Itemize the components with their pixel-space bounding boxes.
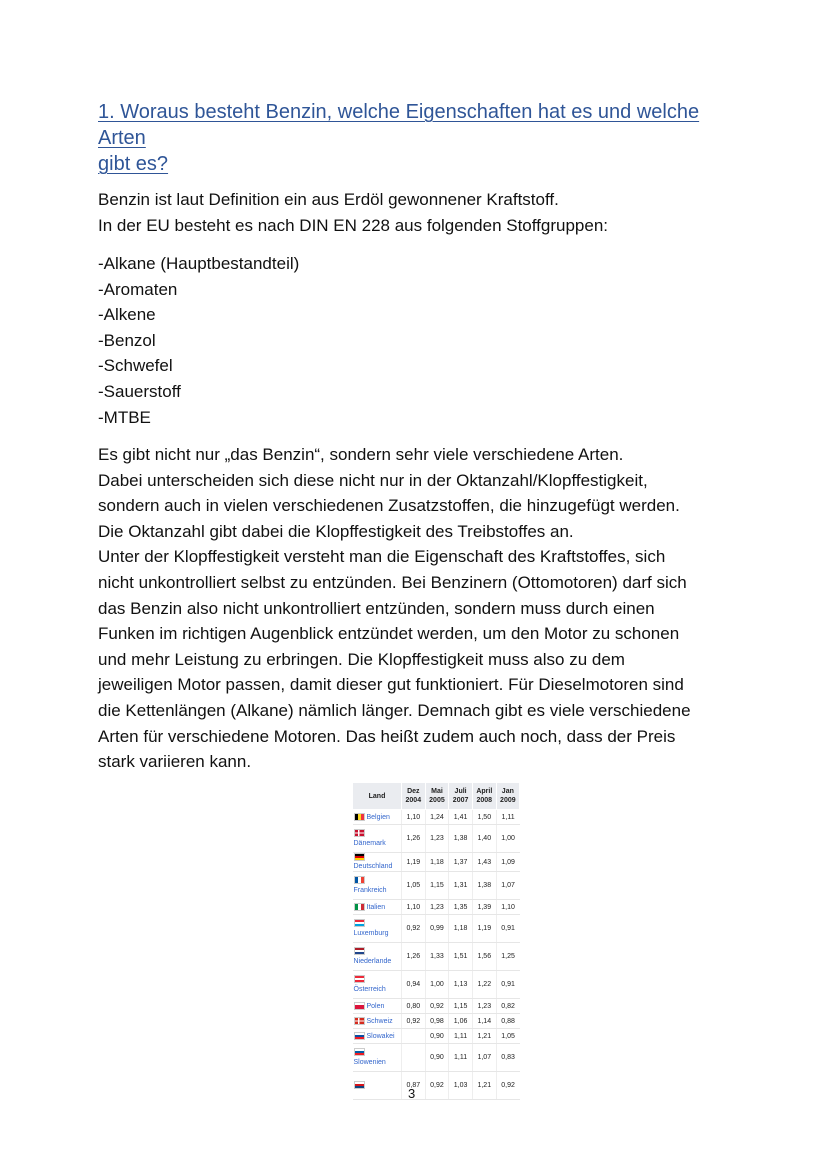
price-cell: 1,18 <box>425 853 449 872</box>
body-line: Unter der Klopffestigkeit versteht man die Eigenschaft des Kraftstoffes, sich <box>98 547 666 567</box>
price-cell: 1,21 <box>472 1029 496 1044</box>
price-cell: 1,05 <box>401 872 425 900</box>
price-cell: 1,19 <box>401 853 425 872</box>
price-cell: 1,09 <box>496 853 519 872</box>
country-label[interactable]: Slowenien <box>353 1059 386 1066</box>
section-heading-line-2: gibt es? <box>98 153 169 175</box>
price-cell: 0,92 <box>496 1072 519 1100</box>
price-cell: 1,07 <box>496 872 519 900</box>
price-cell <box>401 1029 425 1044</box>
intro-line: In der EU besteht es nach DIN EN 228 aus folgenden Stoffgruppen: <box>98 215 609 235</box>
body-line: Die Oktanzahl gibt dabei die Klopffestigkeit des Treibstoffes an. <box>98 521 574 541</box>
country-cell <box>353 810 402 825</box>
price-cell: 0,98 <box>425 1014 449 1029</box>
price-cell: 1,19 <box>472 915 496 943</box>
price-cell: 0,92 <box>425 999 449 1014</box>
body-paragraph <box>98 442 738 775</box>
flag-icon <box>354 919 365 927</box>
list-item: -Benzol <box>98 330 156 350</box>
table-row <box>353 853 520 872</box>
list-item: -Alkane (Hauptbestandteil) <box>98 254 300 273</box>
price-cell: 0,92 <box>425 1072 449 1100</box>
fuel-price-table-image <box>352 782 520 1100</box>
country-cell <box>353 943 402 971</box>
price-cell: 1,10 <box>496 900 519 915</box>
table-row <box>353 810 520 825</box>
price-cell: 0,87 <box>401 1072 425 1100</box>
price-cell: 0,88 <box>496 1014 519 1029</box>
body-line: sondern auch in vielen verschiedenen Zusatzstoffen, die hinzugefügt werden. <box>98 496 680 516</box>
country-cell <box>353 853 402 872</box>
header-cell: Jan 2009 <box>496 783 519 810</box>
country-label[interactable]: Italien <box>366 903 386 911</box>
intro-line: Benzin ist laut Definition ein aus Erdöl gewonnener Kraftstoff. <box>98 190 559 209</box>
price-cell <box>401 1044 425 1072</box>
section-heading <box>98 99 738 177</box>
price-cell: 0,94 <box>401 971 425 999</box>
price-cell: 0,80 <box>401 999 425 1014</box>
price-cell: 1,25 <box>496 943 519 971</box>
price-cell: 1,06 <box>449 1014 473 1029</box>
flag-icon <box>354 1032 365 1040</box>
price-cell: 1,15 <box>449 999 473 1014</box>
price-cell: 0,90 <box>425 1029 449 1044</box>
price-cell: 1,23 <box>472 999 496 1014</box>
flag-icon <box>354 876 365 884</box>
flag-icon <box>354 813 365 821</box>
header-cell: Dez 2004 <box>401 783 425 810</box>
table-header-row <box>353 783 520 810</box>
country-cell <box>353 999 402 1014</box>
country-cell <box>353 872 402 900</box>
price-cell: 1,38 <box>449 825 473 853</box>
country-cell <box>353 900 402 915</box>
price-cell: 1,40 <box>472 825 496 853</box>
price-cell: 1,23 <box>425 825 449 853</box>
flag-icon <box>354 1081 365 1089</box>
table-row <box>353 1044 520 1072</box>
price-cell: 1,37 <box>449 853 473 872</box>
page-number: 3 <box>408 1086 416 1101</box>
price-cell: 1,11 <box>449 1044 473 1072</box>
table-row <box>353 872 520 900</box>
price-cell: 0,91 <box>496 915 519 943</box>
body-line: nicht unkontrolliert selbst zu entzünden. Bei Benzinern (Ottomotoren) darf sich <box>98 572 687 592</box>
country-label[interactable]: Deutschland <box>353 863 393 870</box>
flag-icon <box>354 1048 365 1056</box>
body-line: Arten für verschiedene Motoren. Das heißt zudem auch noch, dass der Preis <box>98 726 676 746</box>
price-cell: 1,13 <box>449 971 473 999</box>
body-line: jeweiligen Motor passen, damit dieser gut funktioniert. Für Dieselmotoren sind <box>98 675 684 695</box>
country-cell <box>353 1029 402 1044</box>
header-cell: Juli 2007 <box>449 783 473 810</box>
table-row <box>353 971 520 999</box>
price-cell: 0,82 <box>496 999 519 1014</box>
country-label[interactable]: Polen <box>366 1002 385 1010</box>
table-row <box>353 825 520 853</box>
table-row <box>353 915 520 943</box>
price-cell: 1,15 <box>425 872 449 900</box>
price-cell: 1,23 <box>425 900 449 915</box>
country-label[interactable]: Österreich <box>353 986 386 993</box>
country-label[interactable]: Slowakei <box>366 1032 395 1040</box>
table-row <box>353 1014 520 1029</box>
country-label[interactable]: Dänemark <box>353 840 386 847</box>
table-body <box>353 810 520 1100</box>
price-cell: 0,90 <box>425 1044 449 1072</box>
flag-icon <box>354 947 365 955</box>
body-line: Funken im richtigen Augenblick entzündet werden, um den Motor zu schonen <box>98 624 680 644</box>
price-cell: 1,26 <box>401 943 425 971</box>
price-cell: 1,35 <box>449 900 473 915</box>
table-row <box>353 1072 520 1100</box>
table-row <box>353 943 520 971</box>
list-item: -Schwefel <box>98 356 173 376</box>
country-cell <box>353 971 402 999</box>
list-item: -Sauerstoff <box>98 381 181 401</box>
price-cell: 1,11 <box>449 1029 473 1044</box>
price-cell: 1,50 <box>472 810 496 825</box>
country-cell <box>353 1072 402 1100</box>
country-label[interactable]: Frankreich <box>353 887 387 894</box>
country-label[interactable]: Schweiz <box>366 1017 393 1025</box>
body-line: die Kettenlängen (Alkane) nämlich länger. Demnach gibt es viele verschiedene <box>98 700 691 720</box>
flag-icon <box>354 853 365 861</box>
body-line: stark variieren kann. <box>98 752 252 772</box>
country-cell <box>353 1014 402 1029</box>
price-cell: 1,21 <box>472 1072 496 1100</box>
price-cell: 1,18 <box>449 915 473 943</box>
section-heading-line-1: 1. Woraus besteht Benzin, welche Eigenschaften hat es und welche Arten <box>98 101 700 149</box>
substance-list <box>98 251 738 430</box>
price-cell: 1,33 <box>425 943 449 971</box>
intro-paragraph <box>98 187 738 238</box>
price-cell: 1,00 <box>425 971 449 999</box>
price-cell: 1,14 <box>472 1014 496 1029</box>
price-cell: 1,05 <box>496 1029 519 1044</box>
table-row <box>353 900 520 915</box>
price-cell: 1,24 <box>425 810 449 825</box>
price-cell: 0,91 <box>496 971 519 999</box>
list-item: -Alkene <box>98 305 156 325</box>
list-item: -MTBE <box>98 407 151 427</box>
price-cell: 1,10 <box>401 810 425 825</box>
flag-icon <box>354 975 365 983</box>
price-cell: 1,31 <box>449 872 473 900</box>
header-cell: Land <box>353 783 402 810</box>
price-cell: 1,51 <box>449 943 473 971</box>
flag-icon <box>354 903 365 911</box>
price-cell: 1,11 <box>496 810 519 825</box>
price-cell: 1,07 <box>472 1044 496 1072</box>
fuel-price-table <box>352 782 520 1100</box>
flag-icon <box>354 1017 365 1025</box>
list-item: -Aromaten <box>98 279 178 299</box>
price-cell: 1,10 <box>401 900 425 915</box>
price-cell: 1,39 <box>472 900 496 915</box>
price-cell: 1,41 <box>449 810 473 825</box>
price-cell: 0,99 <box>425 915 449 943</box>
body-line: das Benzin also nicht unkontrolliert entzünden, sondern muss durch einen <box>98 598 655 618</box>
country-cell <box>353 825 402 853</box>
flag-icon <box>354 829 365 837</box>
header-cell: April 2008 <box>472 783 496 810</box>
price-cell: 1,38 <box>472 872 496 900</box>
country-label[interactable]: Niederlande <box>353 958 392 965</box>
price-cell: 1,43 <box>472 853 496 872</box>
body-line: und mehr Leistung zu erbringen. Die Klopffestigkeit muss also zu dem <box>98 649 625 669</box>
price-cell: 1,56 <box>472 943 496 971</box>
price-cell: 1,00 <box>496 825 519 853</box>
price-cell: 0,92 <box>401 915 425 943</box>
header-cell: Mai 2005 <box>425 783 449 810</box>
body-line: Es gibt nicht nur „das Benzin“, sondern sehr viele verschiedene Arten. <box>98 445 624 464</box>
price-cell: 0,83 <box>496 1044 519 1072</box>
flag-icon <box>354 1002 365 1010</box>
price-cell: 1,26 <box>401 825 425 853</box>
price-cell: 1,22 <box>472 971 496 999</box>
country-cell <box>353 1044 402 1072</box>
table-row <box>353 999 520 1014</box>
table-row <box>353 1029 520 1044</box>
price-cell: 0,92 <box>401 1014 425 1029</box>
country-label[interactable]: Luxemburg <box>353 930 389 937</box>
body-line: Dabei unterscheiden sich diese nicht nur in der Oktanzahl/Klopffestigkeit, <box>98 470 648 490</box>
country-cell <box>353 915 402 943</box>
country-label[interactable]: Belgien <box>366 813 390 821</box>
price-cell: 1,03 <box>449 1072 473 1100</box>
